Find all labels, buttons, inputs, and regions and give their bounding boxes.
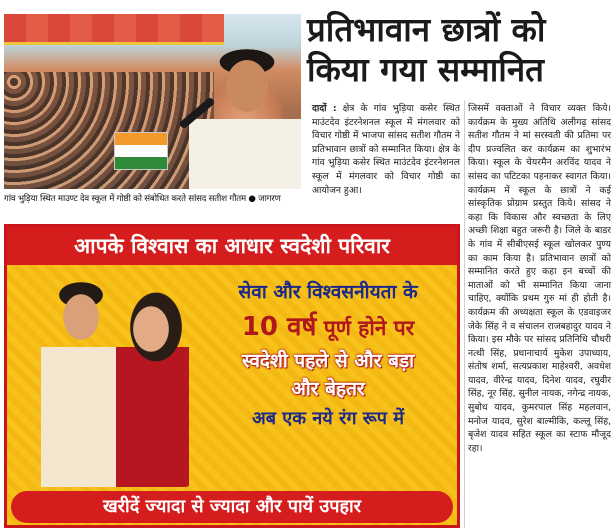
photo-caption: गांव भुड़िया स्थित माउण्ट देव स्कूल में गोष्ठी को संबोधित करते सांसद सतीश गौतम ● जागरण [4, 194, 281, 204]
article-column-left [312, 102, 460, 197]
ad-line-3: स्वदेशी पहले से और बड़ा [241, 350, 415, 372]
ad-years: 10 वर्ष [241, 312, 317, 342]
news-photo [4, 14, 301, 189]
ad-line-4: और बेहतर [291, 378, 365, 400]
ad-line-2 [197, 313, 459, 342]
headline-line-1: प्रतिभावान छात्रों को [307, 10, 546, 49]
speaker-figure [189, 44, 301, 189]
ad-line-2-rest: पूर्ण होने पर [316, 316, 415, 340]
article-column-right: जिसमें वक्ताओं ने विचार व्यक्त किये। कार्यक्रम के मुख्य अतिथि अलीगढ़ सांसद सतीश गौतम ने मां सरस्वती की प्रतिमा पर दीप प्रज्वलित कर कार्यक्रम का शुभारंभ किया। स्कूल के चेयरमैन अरविंद यादव ने सांसद का पटिटका पहनाकर स्वागत किया। कार्यक्रम में स्कूल के छात्रों ने कई सांस्कृतिक प्रोग्राम प्रस्तुत किये। सांसद ने कहा कि विकास और स्वच्छता के लिए अच्छी शिक्षा बहुत जरूरी है। जिले के बाडर के गांव में सीबीएसई स्कूल खोलकर पुण्य का काम किया है। प्रतिभावान छात्रों को सम्मानित करते हुए कहा इन बच्चों की माताओं को भी सम्मानित किया जाना चाहिए, क्योंकि प्रथम गुरु मां ही होती है। कार्यक्रम की अध्यक्षता स्कूल के एडवाइजर जेके सिंह ने व संचालन राजबहादुर यादव ने किया। इस मौके पर सांसद प्रतिनिधि चौधरी नत्थी सिंह, प्रधानाचार्य मुकेश उपाध्याय, संतोष शर्मा, सत्यप्रकाश माहेश्वरी, अवधेश यादव, वीरेन्द्र यादव, दिनेश यादव, रघुवीर सिंह, नूर सिंह, सुनील नायक, नगेन्द्र नायक, सुबोध यादव, कुमरपाल सिंह महलवान, मनोज यादव, सुरेश बाल्मीकि, कल्लू सिंह, बृजेश यादव सहित स्कूल का स्टाफ मौजूद रहा। [468, 103, 611, 454]
article-body-left: क्षेत्र के गांव भुड़िया कसेर स्थित माउंटदेव इंटरनेशनल स्कूल में मंगलवार को विचार गोष्ठी में भाजपा सांसद सतीश गौतम ने प्रतिभावान छात्रों को सम्मानित किया। क्षेत्र के गांव भुड़िया कसेर स्थित माउंटदेव इंटरनेशनल स्कूल में मंगलवार को विचार गोष्ठी का आयोजन हुआ। [312, 103, 461, 196]
column-divider [464, 100, 465, 528]
audience [4, 72, 214, 189]
ad-text-block [197, 279, 459, 432]
national-flag-icon [114, 132, 168, 170]
headline [307, 10, 607, 90]
canopy [4, 14, 224, 45]
ad-header: आपके विश्वास का आधार स्वदेशी परिवार [7, 227, 457, 265]
dateline: दादों : [312, 103, 337, 114]
ad-line-1: सेवा और विश्वसनीयता के [238, 281, 418, 303]
headline-line-2: किया गया सम्मानित [307, 50, 544, 89]
ad-footer: खरीदें ज्यादा से ज्यादा और पायें उपहार [11, 491, 453, 523]
ad-couple-photo [31, 267, 191, 487]
ad-line-5: अब एक नये रंग रूप में [251, 408, 405, 429]
advertisement [4, 224, 460, 528]
